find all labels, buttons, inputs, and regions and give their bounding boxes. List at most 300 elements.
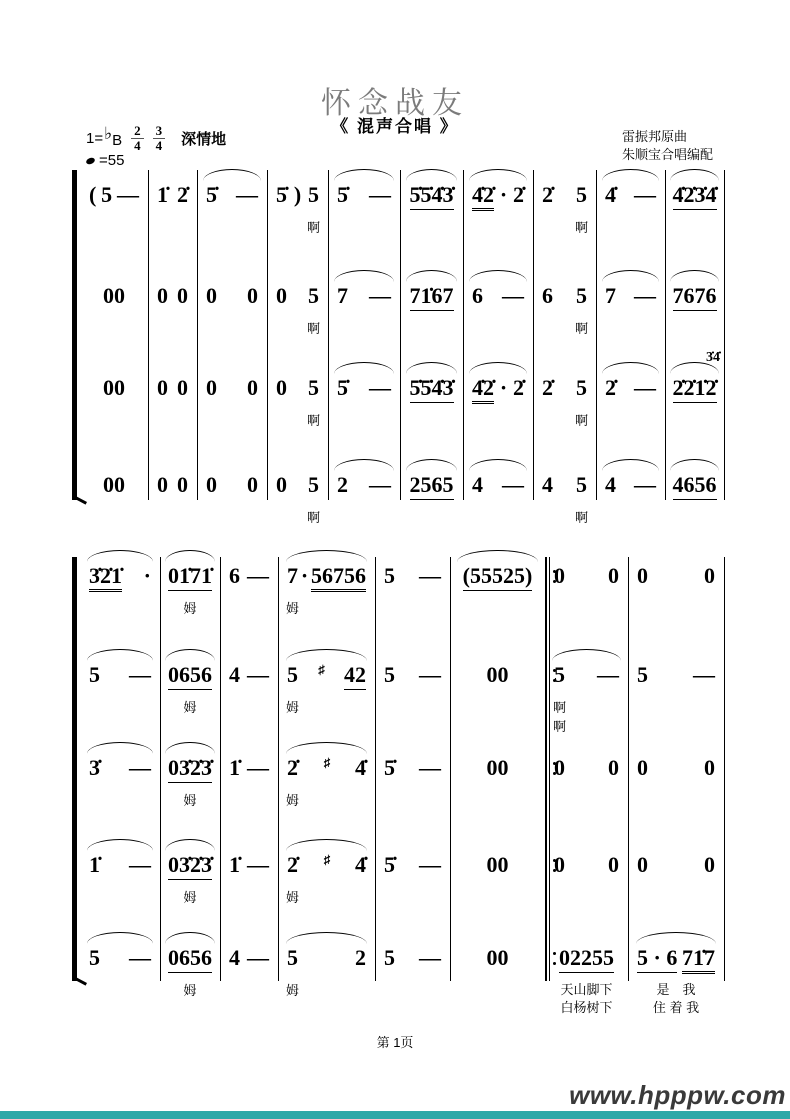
measure — [598, 283, 663, 313]
note: 0 — [247, 375, 258, 400]
measure — [222, 945, 276, 975]
note: 2̇2̇1̇2̇ — [673, 375, 717, 403]
note: 5 姆 — [285, 945, 300, 998]
note: — — [502, 472, 524, 497]
note: 4 — [229, 662, 240, 687]
note: 5̇ — [337, 375, 348, 400]
measure — [150, 283, 195, 313]
measure — [82, 755, 158, 785]
measure — [162, 852, 218, 905]
note: 00 — [103, 375, 125, 400]
measure — [667, 182, 722, 212]
note: 5 啊 啊 — [552, 662, 567, 734]
note: 5̇5̇4̇3̇ — [410, 182, 454, 210]
lyric: 姆 — [285, 700, 300, 715]
note: — — [116, 182, 139, 207]
slur-arc — [334, 270, 394, 282]
measure — [82, 945, 158, 975]
note: 5 啊 — [306, 472, 321, 525]
note: — — [369, 472, 391, 497]
note: 1̇ — [229, 852, 240, 877]
note: 0 — [704, 755, 715, 780]
note: 0656 姆 — [168, 662, 212, 715]
slur-arc — [87, 649, 154, 661]
note: 5 啊 — [574, 375, 589, 428]
lyric: 啊 — [574, 321, 589, 336]
note: 5 · 6 — [637, 945, 677, 973]
note: 5̇ — [337, 182, 348, 207]
note: 5 — [384, 662, 395, 687]
measure — [199, 472, 265, 502]
measure — [402, 375, 461, 405]
page-subtitle: 《 混声合唱 》 — [331, 117, 459, 136]
barline — [197, 170, 198, 500]
note: — — [634, 375, 656, 400]
sharp-icon: ♯ — [323, 852, 330, 867]
note: · — [499, 182, 508, 207]
meter-2-4: $\frac{2}{4}$ — [131, 124, 144, 153]
note: — — [369, 283, 391, 308]
note: 4656 — [673, 472, 717, 500]
note: 03̇2̇3̇ 姆 — [168, 852, 212, 905]
note: — — [247, 755, 269, 780]
note: 2̇ — [605, 375, 616, 400]
measure — [630, 945, 722, 1015]
measure — [269, 375, 326, 428]
lyric: 姆 — [285, 983, 300, 998]
measure — [465, 283, 531, 313]
system-1 — [0, 170, 790, 525]
measure — [162, 945, 218, 998]
note: 1̇ — [157, 182, 168, 207]
lyric: 啊 — [574, 413, 589, 428]
system-start-barline — [72, 557, 77, 981]
measure — [269, 182, 326, 235]
meter-3-4: $\frac{3}{4}$ — [153, 124, 166, 153]
barline — [160, 557, 161, 981]
barline — [148, 170, 149, 500]
slur-arc — [334, 169, 394, 181]
flat-icon: ♭ — [104, 123, 113, 143]
slur-arc — [469, 169, 527, 181]
note: 5 — [637, 662, 648, 687]
note: 5 姆 — [285, 662, 300, 715]
note: — — [369, 182, 391, 207]
note: 0 — [247, 472, 258, 497]
measure — [377, 945, 448, 975]
measure — [547, 755, 626, 785]
note: 3̇ — [89, 755, 100, 780]
footer-accent-bar — [0, 1111, 790, 1119]
lyric: 啊 — [306, 321, 321, 336]
note: 00 — [486, 945, 509, 970]
barline — [533, 170, 534, 500]
note: 00 — [486, 755, 509, 780]
measure — [222, 852, 276, 882]
note: — — [129, 852, 151, 877]
barline — [724, 170, 725, 500]
slur-arc — [670, 459, 718, 471]
note: 0 — [554, 563, 565, 588]
slur-arc — [334, 459, 394, 471]
measure — [330, 472, 398, 502]
note: 5̇ — [384, 755, 395, 780]
note: 7 — [337, 283, 348, 308]
measure — [330, 283, 398, 313]
note: 4 — [605, 472, 616, 497]
note: 5 啊 — [306, 182, 320, 235]
lyric: 啊 — [574, 510, 589, 525]
slur-arc — [87, 550, 154, 562]
grace-notes: 3̇4̇ — [706, 350, 720, 365]
lyric-line: 天山脚下 白杨树下 — [560, 982, 613, 1015]
note: 5 — [101, 182, 113, 207]
note: 0 — [206, 283, 217, 308]
note: — — [419, 945, 441, 970]
note: — — [419, 563, 441, 588]
note: 5 — [89, 662, 100, 687]
barline — [463, 170, 464, 500]
measure — [82, 472, 146, 502]
note: 00 — [103, 472, 125, 497]
slur-arc — [602, 362, 659, 374]
note: 5 啊 — [306, 283, 321, 336]
measure — [465, 472, 531, 502]
note: 7676 — [673, 283, 717, 311]
slur-arc — [469, 459, 527, 471]
note: — — [634, 472, 656, 497]
note: 5 啊 — [574, 182, 589, 235]
page-number: 第 1页 — [376, 1035, 414, 1050]
note: · — [499, 375, 508, 400]
measure — [535, 283, 594, 336]
measure — [667, 472, 722, 502]
measure — [280, 563, 373, 616]
barline — [450, 557, 451, 981]
note: 00 — [486, 662, 509, 687]
note: 3̇2̇1̇ — [89, 563, 122, 592]
note: — — [693, 662, 715, 687]
note: 5̇ — [384, 852, 395, 877]
slur-arc — [602, 459, 659, 471]
measure — [162, 755, 218, 808]
lyric: 姆 — [285, 601, 300, 616]
note: 2̇ — [513, 182, 524, 207]
note: 0 — [206, 375, 217, 400]
measure — [630, 755, 722, 785]
credit-arranger: 朱顺宝合唱编配 — [622, 147, 714, 162]
measure — [82, 563, 158, 593]
lyric: 姆 — [183, 601, 197, 616]
measure — [547, 662, 626, 734]
measure — [402, 182, 461, 212]
measure — [222, 662, 276, 692]
note: — — [597, 662, 619, 687]
measure — [547, 563, 626, 593]
measure — [377, 852, 448, 882]
note: 4̇2̇ — [472, 375, 494, 404]
note: 5̇ — [276, 182, 287, 207]
measure — [162, 563, 218, 616]
slur-arc — [165, 839, 214, 851]
measure — [598, 182, 663, 212]
lyric: 啊 — [306, 413, 321, 428]
barline — [267, 170, 268, 500]
note: ) — [293, 182, 302, 207]
measure — [402, 283, 461, 313]
note: — — [419, 755, 441, 780]
slur-arc — [602, 270, 659, 282]
barline — [328, 170, 329, 500]
slur-arc — [469, 362, 527, 374]
measure — [82, 283, 146, 313]
measure — [465, 182, 531, 212]
note: 0 — [554, 852, 565, 877]
slur-arc — [286, 932, 368, 944]
note: 2̇ — [177, 182, 188, 207]
system-start-barline — [72, 170, 77, 500]
expression-marking: 深情地 — [181, 131, 227, 148]
measure — [547, 852, 626, 882]
note: 5 啊 — [306, 375, 321, 428]
note: 6 — [229, 563, 240, 588]
measure — [162, 662, 218, 715]
note: 0 — [608, 852, 619, 877]
measure — [269, 472, 326, 525]
key-letter: B — [112, 132, 123, 149]
note: 5 啊 — [574, 283, 589, 336]
measure — [452, 662, 543, 692]
measure — [82, 662, 158, 692]
note: — — [129, 755, 151, 780]
note: 2 — [355, 945, 366, 970]
note: 0656 姆 — [168, 945, 212, 998]
note: 0 — [554, 755, 565, 780]
note: 0 — [276, 283, 287, 308]
measure — [150, 375, 195, 405]
slur-arc — [457, 550, 537, 562]
note: — — [247, 945, 269, 970]
measure — [598, 472, 663, 502]
barline — [278, 557, 279, 981]
slur-arc — [670, 169, 718, 181]
note: — — [247, 563, 269, 588]
measure — [630, 662, 722, 692]
note: 0 — [177, 375, 188, 400]
slur-arc — [602, 169, 659, 181]
note: 71̇7 — [682, 945, 715, 974]
barline — [665, 170, 666, 500]
note: 00 — [486, 852, 509, 877]
note: 02255 — [559, 945, 614, 973]
note: 2̇ — [513, 375, 524, 400]
system-hook — [75, 977, 87, 985]
sharp-icon: ♯ — [318, 662, 324, 677]
note: (55525) — [463, 563, 533, 591]
measure — [150, 472, 195, 502]
measure — [150, 182, 195, 212]
slur-arc — [87, 932, 154, 944]
measure — [280, 945, 373, 998]
slur-arc — [406, 270, 458, 282]
note: 4̇ — [355, 852, 366, 877]
barline — [724, 557, 725, 981]
note: 4̇ — [355, 755, 366, 780]
note: 4̇2̇ — [472, 182, 494, 211]
measure — [667, 350, 722, 405]
note: 6 — [542, 283, 553, 308]
measure — [452, 755, 543, 785]
measure — [377, 563, 448, 593]
note: 2̇ — [542, 182, 553, 207]
measure — [330, 375, 398, 405]
note: 4 — [472, 472, 483, 497]
slur-arc — [165, 550, 214, 562]
lyric: 姆 — [285, 890, 300, 905]
watermark: www.hpppw.com — [569, 1080, 786, 1110]
lyric: 姆 — [183, 890, 197, 905]
note: 00 — [103, 283, 125, 308]
note: 2 — [337, 472, 348, 497]
slur-arc — [552, 649, 622, 661]
note: 2̇ 姆 — [285, 852, 300, 905]
note: 7 姆 — [285, 563, 300, 616]
barline — [400, 170, 401, 500]
lyric: 啊 — [306, 510, 321, 525]
measure — [82, 375, 146, 405]
note: — — [369, 375, 391, 400]
lyric: 姆 — [285, 793, 300, 808]
note: ( — [89, 182, 97, 207]
note: 5 啊 — [574, 472, 589, 525]
note: 5 — [89, 945, 100, 970]
note: 2̇ — [542, 375, 553, 400]
measure — [377, 662, 448, 692]
measure — [667, 283, 722, 313]
note: 1̇ — [89, 852, 100, 877]
note: 71̇67 — [410, 283, 454, 311]
note: 2̇ 姆 — [285, 755, 300, 808]
note: 0 — [247, 283, 258, 308]
note: — — [247, 662, 269, 687]
slur-arc — [334, 362, 394, 374]
measure — [535, 472, 594, 525]
note: 42 — [344, 662, 366, 690]
note: 5 — [384, 563, 395, 588]
slur-arc — [203, 169, 261, 181]
tempo-value: =55 — [99, 152, 125, 169]
slur-arc — [406, 362, 458, 374]
note: 4̇ — [605, 182, 616, 207]
measure — [547, 945, 626, 1015]
note: 6 — [472, 283, 483, 308]
note: 0 — [206, 472, 217, 497]
lyric: 啊 啊 — [552, 700, 567, 734]
slur-arc — [406, 169, 458, 181]
measure — [598, 375, 663, 405]
measure — [222, 755, 276, 785]
slur-arc — [87, 839, 154, 851]
measure — [630, 852, 722, 882]
measure — [377, 755, 448, 785]
measure — [402, 472, 461, 502]
note: 4̇2̇3̇4̇ — [673, 182, 717, 210]
measure — [280, 852, 373, 905]
note: 0 — [704, 563, 715, 588]
slur-arc — [469, 270, 527, 282]
credit-composer: 雷振邦原曲 — [622, 129, 688, 144]
note: · — [143, 563, 151, 588]
measure — [280, 662, 373, 715]
note: — — [129, 945, 151, 970]
note: — — [419, 852, 441, 877]
note: 7 — [605, 283, 616, 308]
note: 4 — [229, 945, 240, 970]
lyric: 啊 — [306, 220, 320, 235]
note: — — [634, 182, 656, 207]
note: — — [502, 283, 524, 308]
note: 0 — [157, 283, 168, 308]
measure — [82, 852, 158, 882]
measure — [452, 945, 543, 975]
note: — — [247, 852, 269, 877]
slur-arc — [87, 742, 154, 754]
measure — [452, 563, 543, 593]
note: 0 — [157, 472, 168, 497]
measure — [535, 375, 594, 428]
measure — [630, 563, 722, 593]
note: · — [300, 563, 309, 588]
slur-arc — [286, 550, 368, 562]
note: 0 — [637, 852, 648, 877]
note: 0 — [276, 375, 287, 400]
barline — [375, 557, 376, 981]
measure — [280, 755, 373, 808]
slur-arc — [165, 649, 214, 661]
measure — [199, 283, 265, 313]
sharp-icon: ♯ — [323, 755, 330, 770]
slur-arc — [406, 459, 458, 471]
lyric-line: 是 我 住 着 我 — [652, 982, 700, 1015]
barline — [596, 170, 597, 500]
note: — — [129, 662, 151, 687]
note: 0 — [157, 375, 168, 400]
measure — [82, 182, 146, 212]
note: 0 — [704, 852, 715, 877]
slur-arc — [670, 270, 718, 282]
note: 0 — [637, 755, 648, 780]
page-title: 怀念战友 — [321, 87, 469, 120]
lyric: 姆 — [183, 983, 197, 998]
note: 03̇2̇3̇ 姆 — [168, 755, 212, 808]
slur-arc — [165, 932, 214, 944]
key-prefix: 1= — [86, 130, 104, 147]
barline — [628, 557, 629, 981]
note: 56756 — [311, 563, 366, 592]
note: 2565 — [410, 472, 454, 500]
note: — — [236, 182, 258, 207]
measure — [465, 375, 531, 405]
measure — [452, 852, 543, 882]
note: — — [634, 283, 656, 308]
note: 4 — [542, 472, 553, 497]
note: 5̇5̇4̇3̇ — [410, 375, 454, 403]
slur-arc — [286, 649, 368, 661]
measure — [535, 182, 594, 235]
note: 0 — [177, 283, 188, 308]
note: 1̇ — [229, 755, 240, 780]
measure — [269, 283, 326, 336]
